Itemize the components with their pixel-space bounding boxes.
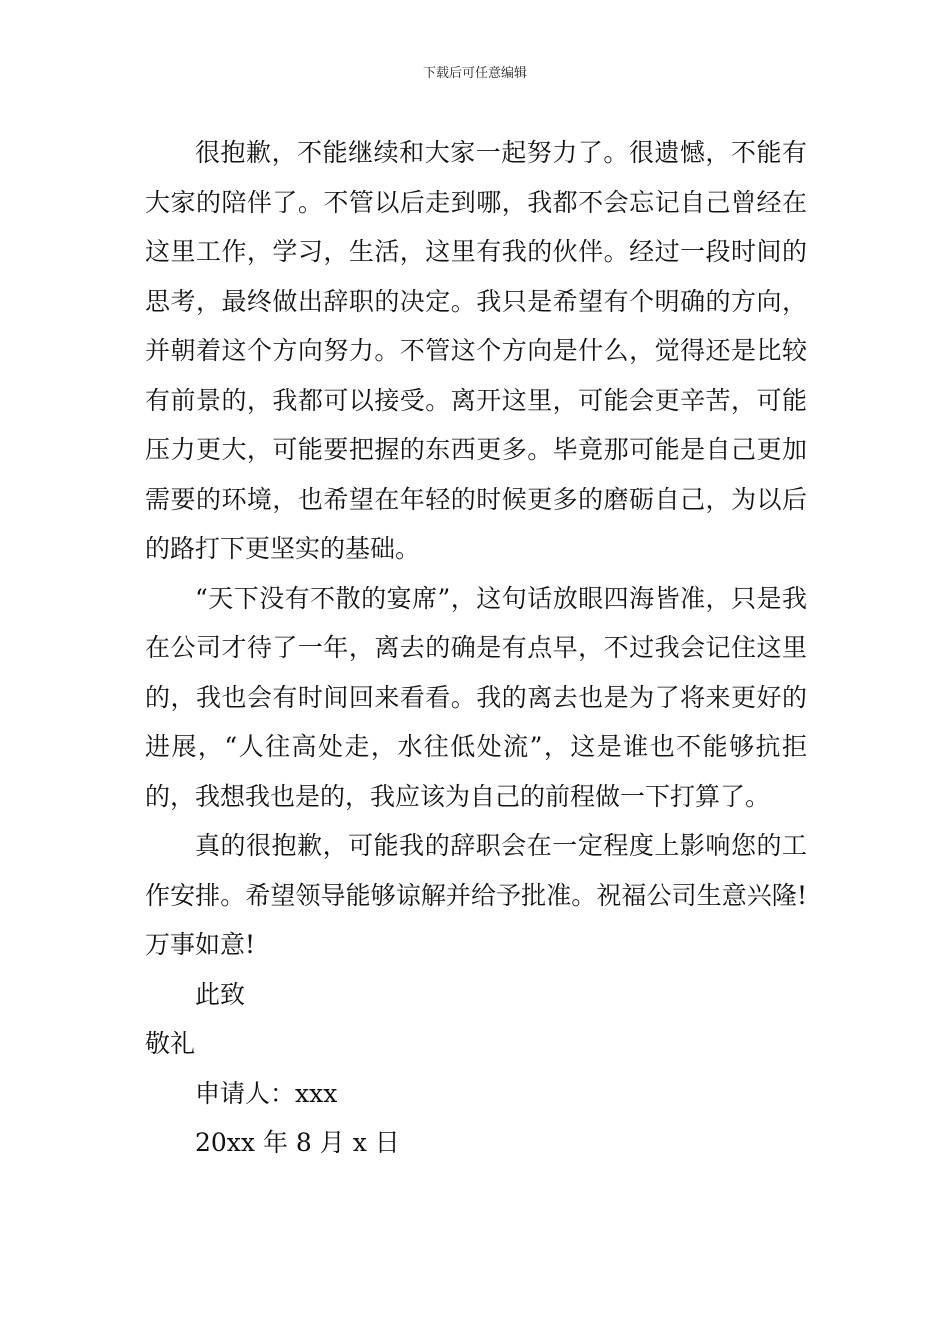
closing-regards: 敬礼 — [145, 1029, 196, 1058]
letter-date: 20xx 年 8 月 x 日 — [195, 1128, 400, 1157]
page-header-note: 下载后可任意编辑 — [422, 66, 527, 81]
letter-paragraph-2: “天下没有不散的宴席”，这句话放眼四海皆准，只是我在公司才待了一年，离去的确是有点早，不过我会记住这里的，我也会有时间回来看看。我的离去也是为了将来更好的进展，“人往高处走，水往低处流”，这是谁也不能够抗拒的，我想我也是的，我应该为自己的前程做一下打算了。 — [145, 583, 807, 811]
letter-paragraph-3: 真的很抱歉，可能我的辞职会在一定程度上影响您的工作安排。希望领导能够谅解并给予批准。祝福公司生意兴隆!万事如意! — [145, 831, 807, 959]
letter-body — [145, 128, 807, 1168]
letter-paragraph-1: 很抱歉，不能继续和大家一起努力了。很遗憾，不能有大家的陪伴了。不管以后走到哪，我都不会忘记自己曾经在这里工作，学习，生活，这里有我的伙伴。经过一段时间的思考，最终做出辞职的决定。我只是希望有个明确的方向，并朝着这个方向努力。不管这个方向是什么，觉得还是比较有前景的，我都可以接受。离开这里，可能会更辛苦，可能压力更大，可能要把握的东西更多。毕竟那可能是自己更加需要的环境，也希望在年轻的时候更多的磨砺自己，为以后的路打下更坚实的基础。 — [145, 138, 807, 563]
closing-salutation: 此致 — [195, 979, 246, 1009]
applicant-signature: 申请人：xxx — [195, 1078, 338, 1108]
